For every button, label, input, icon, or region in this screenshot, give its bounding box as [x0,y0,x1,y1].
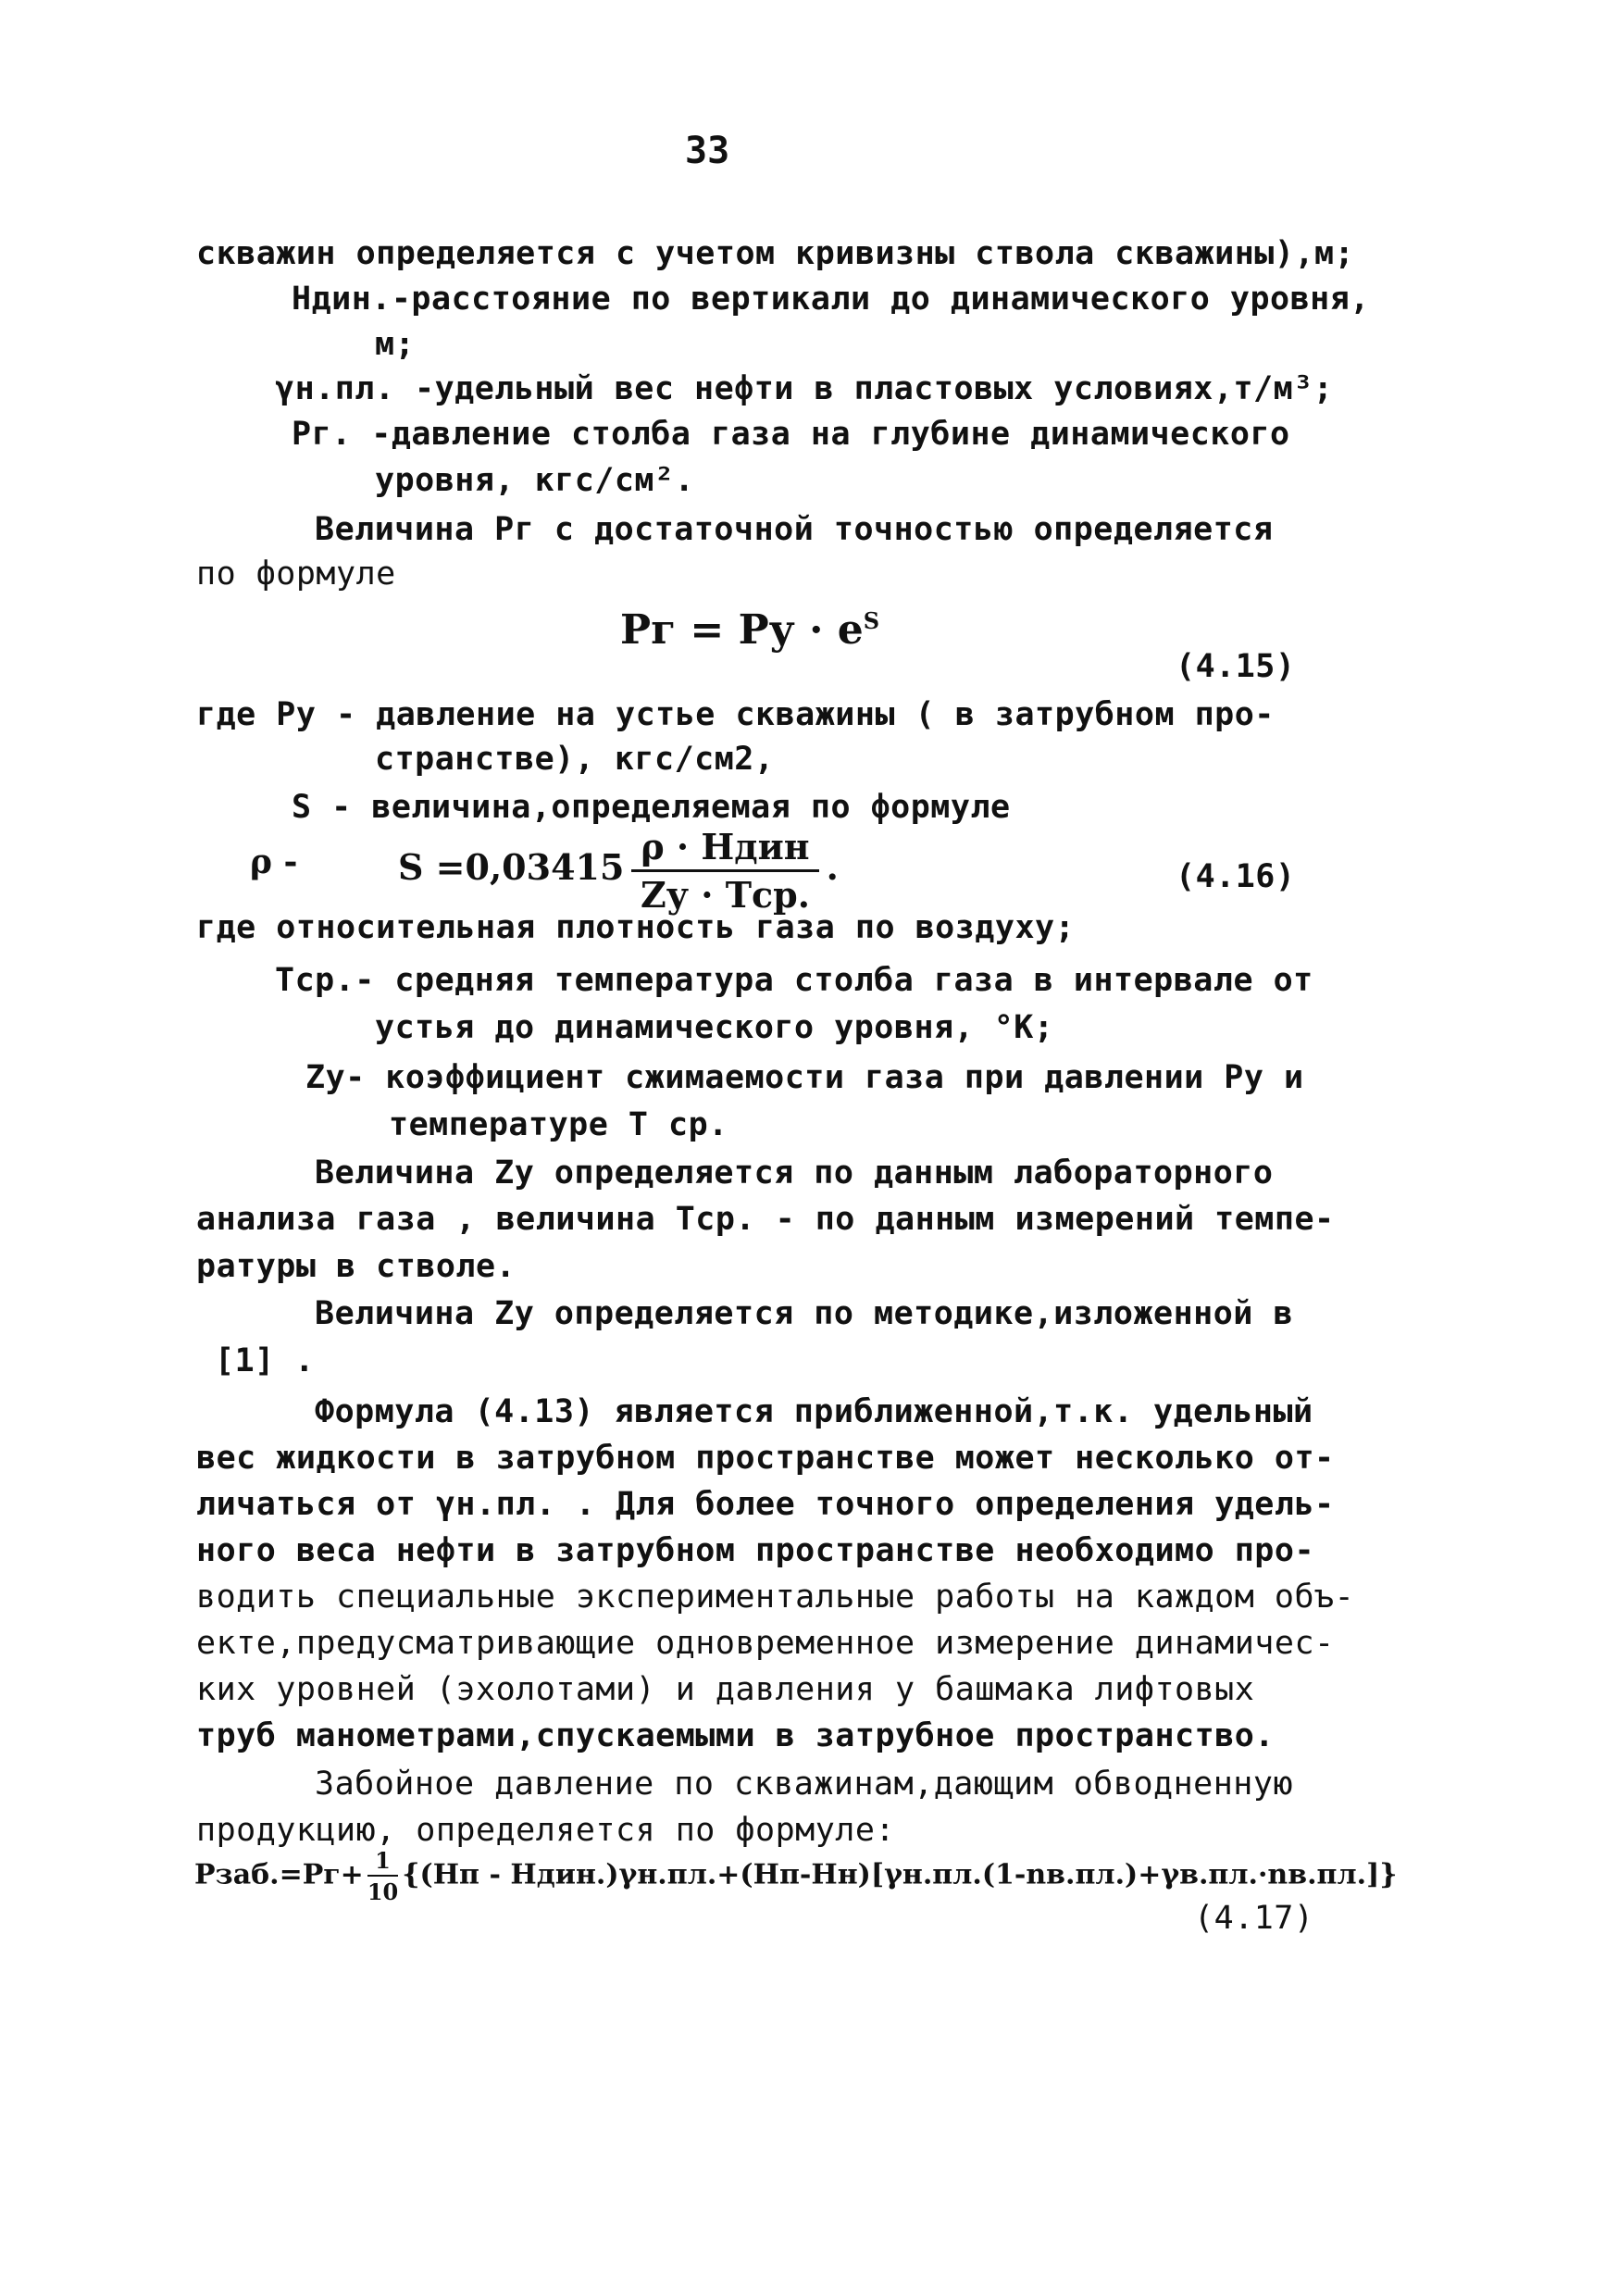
text-line: [1] . [215,1342,315,1379]
eq-416-fraction [631,826,818,916]
text-line: Забойное давление по скважинам,дающим обводненную [315,1766,1294,1803]
text-line: странстве), кгс/см2, [375,741,775,778]
equation-number: (4.15) [1176,648,1296,685]
eq-416-symbol: ρ - [250,842,298,881]
page-number: 33 [685,130,730,172]
equation-number: (4.16) [1176,858,1296,895]
eq-416-tail: . [826,846,839,888]
text-line: ких уровней (эхолотами) и давления у башмака лифтовых [196,1671,1255,1708]
eq-417-fraction [367,1847,398,1905]
eq-415-rhs: Pу · e [738,606,864,654]
text-line: личаться от γн.пл. . Для более точного определения удель- [196,1486,1335,1523]
text-line: где относительная плотность газа по воздуху; [196,909,1076,946]
text-line: где Pу - давление на устье скважины ( в затрубном про- [196,696,1275,733]
eq-417-body: {(Hп - Hдин.)γн.пл.+(Hп-Hн)[γн.пл.(1-nв.пл.)+γв.пл.·nв.пл.]} [402,1858,1398,1891]
text-line: екте,предусматривающие одновременное измерение динамичес- [196,1625,1335,1662]
text-line: труб манометрами,спускаемыми в затрубное пространство. [196,1717,1275,1754]
equation-4-16 [398,826,839,916]
text-line: Pг. -давление столба газа на глубине динамического [292,416,1290,453]
text-line: продукцию, определяется по формуле: [196,1812,896,1849]
eq-416-denominator: Zу · Tср. [641,874,810,916]
equation-number: (4.17) [1194,1900,1314,1937]
text-line: скважин определяется с учетом кривизны ствола скважины),м; [196,235,1355,272]
eq-416-lhs: S =0,03415 [398,846,625,888]
text-line: уровня, кгс/см². [375,462,695,499]
eq-417-frac-den: 10 [367,1878,399,1905]
eq-415-exponent: S [863,607,880,634]
text-line: Величина Zу определяется по данным лабораторного [315,1154,1274,1192]
text-line: температуре T ср. [389,1106,728,1143]
text-line: Формула (4.13) является приближенной,т.к. удельный [315,1393,1313,1430]
text-line: анализа газа , величина Tср. - по данным измерений темпе- [196,1201,1335,1238]
text-line: ного веса нефти в затрубном пространстве необходимо про- [196,1532,1315,1569]
eq-417-frac-num: 1 [367,1847,398,1877]
text-line: Hдин.-расстояние по вертикали до динамического уровня, [292,281,1370,318]
text-line: Величина Pг с достаточной точностью определяется [315,511,1274,548]
eq-417-lhs: Pзаб.=Pг+ [194,1858,364,1891]
text-line: водить специальные экспериментальные работы на каждом объ- [196,1578,1355,1616]
text-line: м; [375,326,416,363]
text-line: S - величина,определяемая по формуле [292,789,1011,826]
equation-4-15 [620,606,879,654]
text-line: по формуле [196,555,396,593]
text-line: Величина Zу определяется по методике,изложенной в [315,1295,1294,1332]
text-line: γн.пл. -удельный вес нефти в пластовых условиях,т/м³; [275,370,1334,407]
text-line: устья до динамического уровня, °K; [375,1009,1054,1046]
eq-416-numerator: ρ · Hдин [631,826,818,872]
equation-4-17 [194,1847,1398,1905]
text-line: ратуры в стволе. [196,1248,517,1285]
text-line: вес жидкости в затрубном пространстве может несколько от- [196,1440,1335,1477]
eq-415-lhs: Pг = [620,606,725,654]
text-line: Zу- коэффициент сжимаемости газа при давлении Pу и [305,1059,1304,1096]
text-line: Tср.- средняя температура столба газа в интервале от [275,962,1313,999]
